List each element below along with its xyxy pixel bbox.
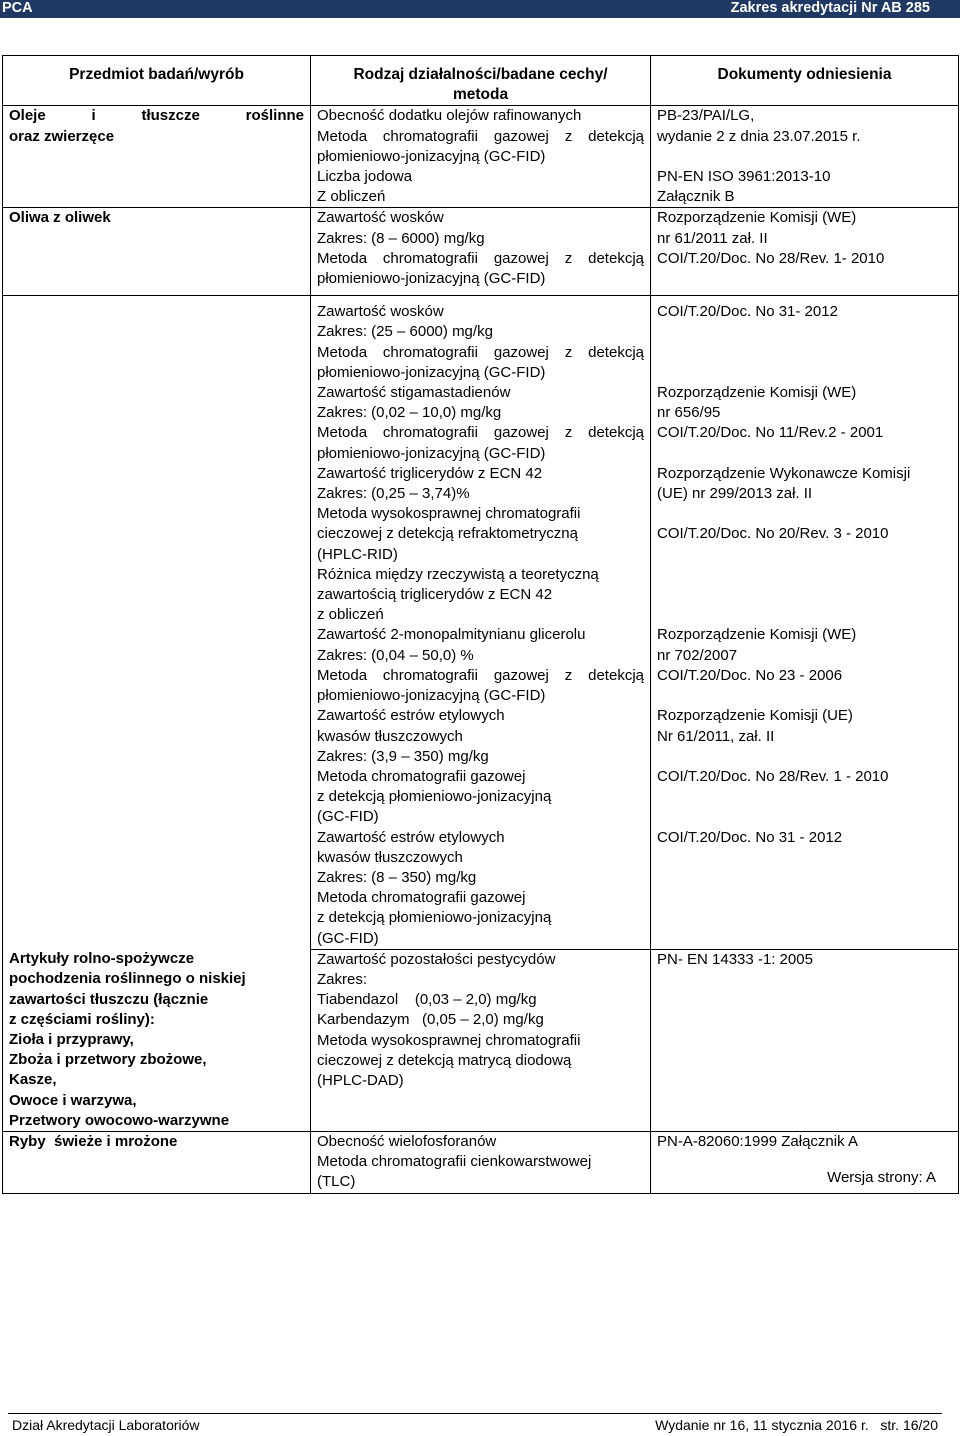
doc-line: PN-A-82060:1999 Załącznik A [657, 1133, 858, 1151]
doc-line [657, 787, 952, 807]
method-line: Zakres: (8 – 6000) mg/kg [317, 229, 485, 247]
subject-cell [3, 1132, 311, 1194]
method-cell [311, 949, 651, 1131]
accreditation-table [2, 55, 959, 1194]
column-header-method-line: Rodzaj działalności/badane cechy/ [353, 66, 608, 83]
method-line: kwasów tłuszczowych [317, 848, 463, 866]
column-header-method [311, 56, 651, 106]
doc-line: Nr 61/2011, zał. II [657, 727, 775, 745]
subject-line: pochodzenia roślinnego o niskiej [9, 970, 246, 988]
doc-line: COI/T.20/Doc. No 23 - 2006 [657, 666, 843, 684]
method-line: płomieniowo-jonizacyjną (GC-FID) [317, 363, 546, 381]
method-line: płomieniowo-jonizacyjną (GC-FID) [317, 444, 546, 462]
subject-line: Ryby świeże i mrożone [9, 1133, 178, 1151]
method-line: (HPLC-DAD) [317, 1071, 404, 1089]
method-line: Metoda chromatografii gazowej z detekcją [317, 343, 644, 361]
method-line: Metoda wysokosprawnej chromatografii [317, 505, 581, 523]
subject-cell [3, 949, 311, 1131]
method-line: Metoda wysokosprawnej chromatografii [317, 1031, 581, 1049]
method-line: Zawartość estrów etylowych [317, 707, 505, 725]
subject-line: Przetwory owocowo-warzywne [9, 1111, 230, 1129]
docs-cell [651, 106, 959, 208]
method-line: cieczowej z detekcją matrycą diodową [317, 1051, 572, 1069]
footer-divider [8, 1413, 942, 1414]
doc-line: COI/T.20/Doc. No 31 - 2012 [657, 828, 843, 846]
method-line: zawartością triglicerydów z ECN 42 [317, 586, 553, 604]
method-line: Zawartość estrów etylowych [317, 828, 505, 846]
docs-cell [651, 208, 959, 296]
column-header-subject: Przedmiot badań/wyrób [3, 56, 311, 106]
doc-line: nr 702/2007 [657, 646, 738, 664]
doc-line [657, 585, 952, 605]
table-row [3, 106, 959, 208]
method-line: Metoda chromatografii gazowej z detekcją [317, 127, 644, 145]
method-line: Zakres: (0,04 – 50,0) % [317, 646, 474, 664]
doc-line: PB-23/PAI/LG, [657, 107, 755, 125]
subject-line: Oliwa z oliwek [9, 209, 111, 227]
method-line: z detekcją płomieniowo-jonizacyjną [317, 788, 552, 806]
column-header-docs: Dokumenty odniesienia [651, 56, 959, 106]
doc-line: Rozporządzenie Komisji (UE) [657, 707, 853, 725]
doc-line: Rozporządzenie Komisji (WE) [657, 209, 857, 227]
method-line: (GC-FID) [317, 929, 379, 947]
method-line: Tiabendazol (0,03 – 2,0) mg/kg [317, 991, 537, 1009]
table-row [3, 949, 959, 1131]
doc-line: COI/T.20/Doc. No 31- 2012 [657, 303, 838, 321]
method-line: Zawartość pozostałości pestycydów [317, 950, 556, 968]
method-line: Zakres: (3,9 – 350) mg/kg [317, 747, 489, 765]
subject-line: Owoce i warzywa, [9, 1091, 137, 1109]
table-header-row [3, 56, 959, 106]
doc-line: nr 61/2011 zał. II [657, 229, 768, 247]
doc-line [657, 504, 952, 524]
doc-line [657, 545, 952, 565]
table-row [3, 296, 959, 950]
footer-edition: Wydanie nr 16, 11 stycznia 2016 r. str. 16/20 [655, 1417, 938, 1433]
doc-line: COI/T.20/Doc. No 20/Rev. 3 - 2010 [657, 525, 889, 543]
doc-line: nr 656/95 [657, 404, 721, 422]
method-line: z detekcją płomieniowo-jonizacyjną [317, 909, 552, 927]
docs-cell [651, 296, 959, 950]
page-header-bar [0, 0, 960, 18]
header-title: Zakres akredytacji Nr AB 285 [730, 0, 930, 16]
method-line: Różnica między rzeczywistą a teoretyczną [317, 565, 599, 583]
method-line: Zawartość wosków [317, 209, 444, 227]
subject-line: Zioła i przyprawy, [9, 1031, 134, 1049]
subject-cell [3, 208, 311, 296]
doc-line: COI/T.20/Doc. No 28/Rev. 1- 2010 [657, 249, 885, 267]
method-line: (TLC) [317, 1173, 356, 1191]
subject-line: oraz zwierzęce [9, 127, 115, 145]
method-line: płomieniowo-jonizacyjną (GC-FID) [317, 687, 546, 705]
doc-line [657, 807, 952, 827]
doc-line: PN- EN 14333 -1: 2005 [657, 950, 813, 968]
method-line: Metoda chromatografii cienkowarstwowej [317, 1153, 592, 1171]
doc-line: Rozporządzenie Wykonawcze Komisji [657, 464, 911, 482]
method-line: kwasów tłuszczowych [317, 727, 463, 745]
doc-line [657, 343, 952, 363]
doc-line [657, 322, 952, 342]
method-cell [311, 296, 651, 950]
method-line: Metoda chromatografii gazowej [317, 889, 526, 907]
method-line: Liczba jodowa [317, 168, 413, 186]
doc-line [657, 747, 952, 767]
doc-line [657, 605, 952, 625]
doc-line [657, 444, 952, 464]
method-line: Metoda chromatografii gazowej z detekcją [317, 249, 644, 267]
method-line: Zakres: [317, 970, 368, 988]
method-line: Zawartość 2-monopalmitynianu glicerolu [317, 626, 586, 644]
doc-line: COI/T.20/Doc. No 11/Rev.2 - 2001 [657, 424, 884, 442]
method-line: Metoda chromatografii gazowej [317, 767, 526, 785]
doc-line: wydanie 2 z dnia 23.07.2015 r. [657, 127, 861, 145]
page-version: Wersja strony: A [827, 1169, 936, 1186]
subject-cell [3, 106, 311, 208]
method-line: Metoda chromatografii gazowej z detekcją [317, 666, 644, 684]
header-org: PCA [2, 0, 33, 16]
method-line: Zawartość triglicerydów z ECN 42 [317, 464, 543, 482]
method-line: (HPLC-RID) [317, 545, 398, 563]
subject-line: Kasze, [9, 1071, 57, 1089]
method-line: Zawartość stigamastadienów [317, 384, 511, 402]
docs-cell [651, 949, 959, 1131]
method-line: cieczowej z detekcją refraktometryczną [317, 525, 578, 543]
subject-line: Oleje i tłuszcze roślinne [9, 107, 304, 125]
method-line: (GC-FID) [317, 808, 379, 826]
doc-line [657, 147, 952, 167]
method-line: Z obliczeń [317, 188, 386, 206]
method-cell [311, 106, 651, 208]
doc-line: COI/T.20/Doc. No 28/Rev. 1 - 2010 [657, 767, 889, 785]
method-line: Zakres: (25 – 6000) mg/kg [317, 323, 493, 341]
doc-line: (UE) nr 299/2013 zał. II [657, 485, 813, 503]
doc-line [657, 565, 952, 585]
table-row [3, 1132, 959, 1194]
subject-cell [3, 296, 311, 950]
method-line: płomieniowo-jonizacyjną (GC-FID) [317, 147, 546, 165]
doc-line: PN-EN ISO 3961:2013-10 [657, 168, 831, 186]
footer-department: Dział Akredytacji Laboratoriów [12, 1417, 200, 1433]
doc-line [657, 686, 952, 706]
method-cell [311, 208, 651, 296]
method-line: Zakres: (8 – 350) mg/kg [317, 868, 477, 886]
doc-line: Załącznik B [657, 188, 735, 206]
column-header-method-line: metoda [452, 86, 509, 104]
subject-line: Artykuły rolno-spożywcze [9, 950, 195, 968]
method-line: Zakres: (0,25 – 3,74)% [317, 485, 470, 503]
doc-line [657, 363, 952, 383]
method-line: Karbendazym (0,05 – 2,0) mg/kg [317, 1011, 544, 1029]
method-line: płomieniowo-jonizacyjną (GC-FID) [317, 270, 546, 288]
subject-line: zawartości tłuszczu (łącznie [9, 990, 209, 1008]
method-line: Obecność wielofosforanów [317, 1133, 497, 1151]
method-line: Zakres: (0,02 – 10,0) mg/kg [317, 404, 502, 422]
doc-line: Rozporządzenie Komisji (WE) [657, 384, 857, 402]
subject-line: z częściami rośliny): [9, 1010, 155, 1028]
method-cell [311, 1132, 651, 1194]
doc-line: Rozporządzenie Komisji (WE) [657, 626, 857, 644]
method-line: Obecność dodatku olejów rafinowanych [317, 107, 582, 125]
method-line: Zawartość wosków [317, 303, 444, 321]
method-line: z obliczeń [317, 606, 384, 624]
method-line: Metoda chromatografii gazowej z detekcją [317, 424, 644, 442]
table-row [3, 208, 959, 296]
subject-line: Zboża i przetwory zbożowe, [9, 1051, 207, 1069]
